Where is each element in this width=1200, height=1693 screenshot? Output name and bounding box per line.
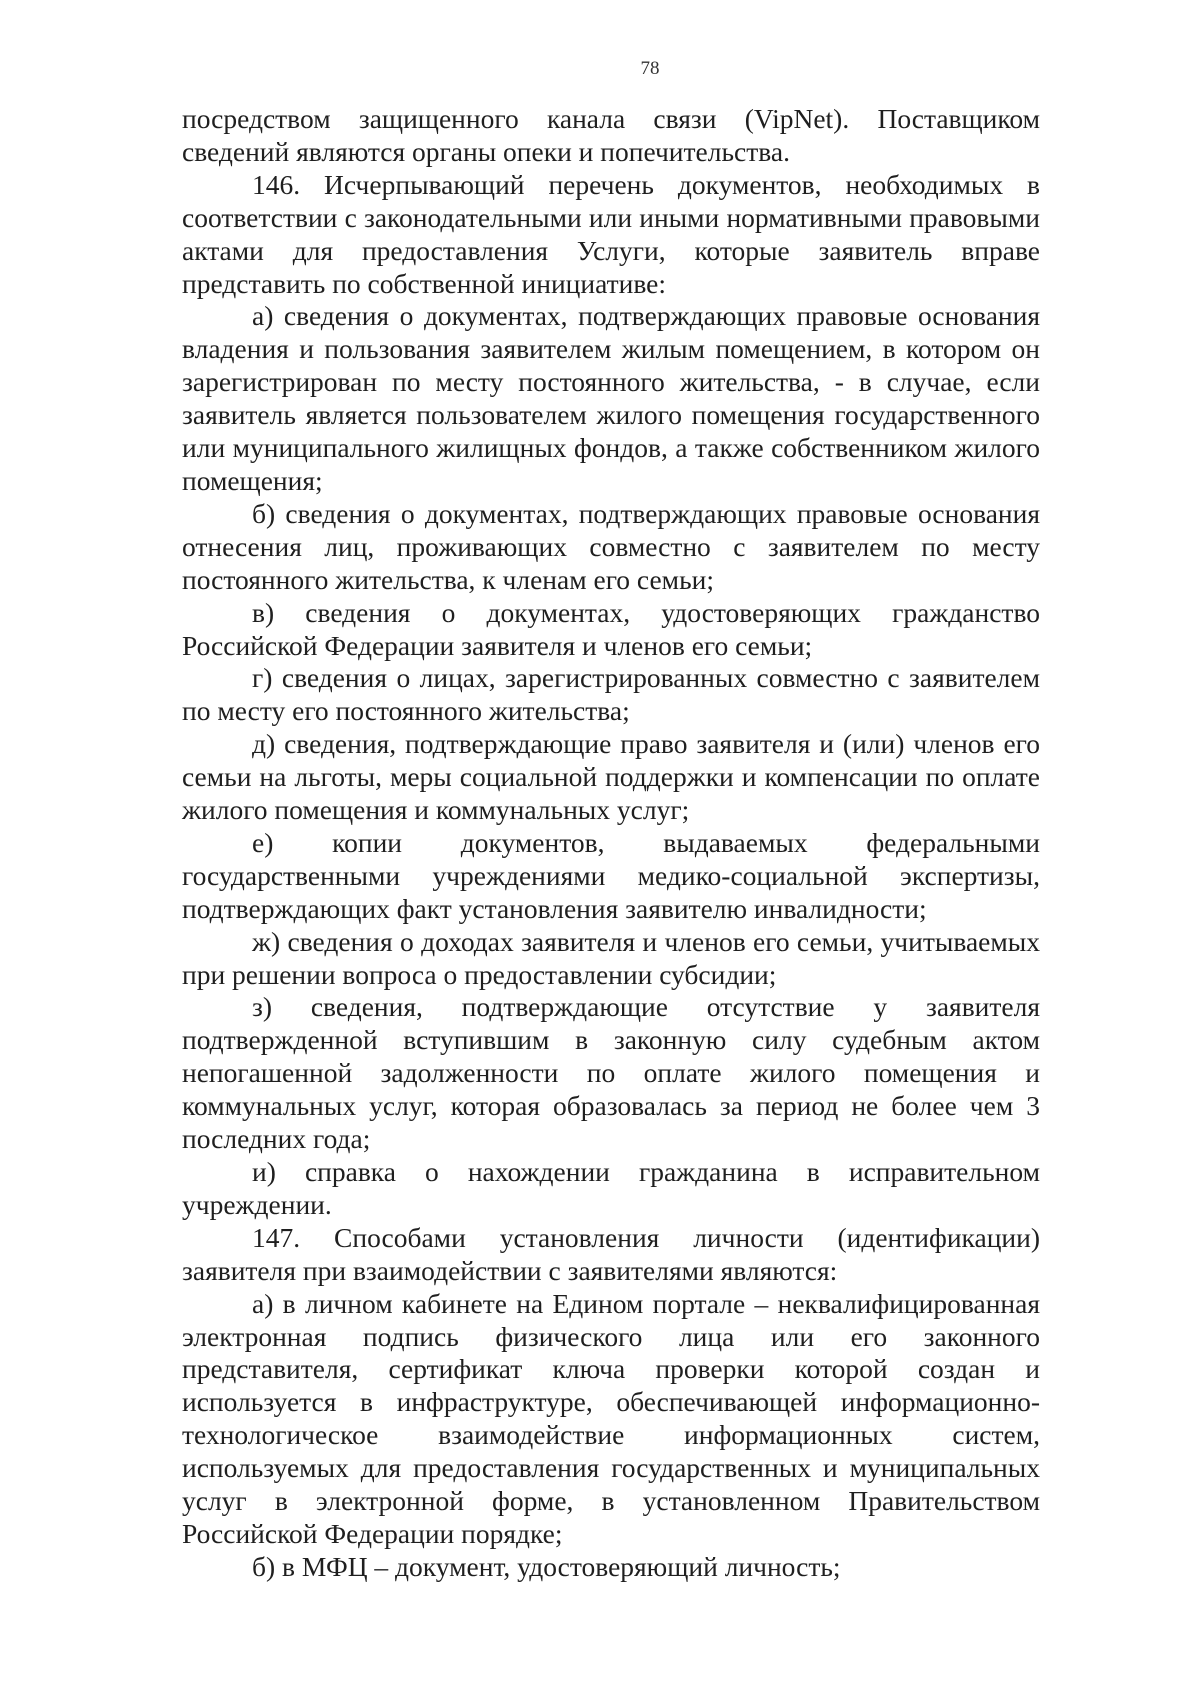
clause-146-item-i: и) справка о нахождении гражданина в исправительном учреждении. — [182, 1156, 1040, 1220]
clause-146: 146. Исчерпывающий перечень документов, необходимых в соответствии с законодательными или иными нормативными правовыми актами для предоставления Услуги, которые заявитель вправе представить по собственной инициативе: — [182, 168, 1040, 299]
clause-146-item-d: д) сведения, подтверждающие право заявителя и (или) членов его семьи на льготы, меры социальной поддержки и компенсации по оплате жилого помещения и коммунальных услуг; — [182, 728, 1040, 826]
paragraph-continuation: посредством защищенного канала связи (VipNet). Поставщиком сведений являются органы опеки и попечительства. — [182, 103, 1040, 167]
clause-146-item-g: г) сведения о лицах, зарегистрированных совместно с заявителем по месту его постоянного жительства; — [182, 662, 1040, 727]
clause-147-item-a: а) в личном кабинете на Едином портале – неквалифицированная электронная подпись физического лица или его законного представителя, сертификат ключа проверки которой создан и используется в инфраструктуре, обеспечивающей информационно-технологическое взаимодействие информационных систем, используемых для предоставления государственных и муниципальных услуг в электронной форме, в установленном Правительством Российской Федерации порядке; — [182, 1287, 1040, 1549]
clause-147-item-b: б) в МФЦ – документ, удостоверяющий личность; — [252, 1550, 841, 1582]
clause-146-item-a: а) сведения о документах, подтверждающих правовые основания владения и пользования заявителем жилым помещением, в котором он зарегистрирован по месту постоянного жительства, - в случае, если заявитель является пользователем жилого помещения государственного или муниципального жилищных фондов, а также собственником жилого помещения; — [182, 300, 1040, 496]
page-number: 78 — [640, 58, 660, 79]
clause-146-item-v: в) сведения о документах, удостоверяющих гражданство Российской Федерации заявителя и членов его семьи; — [182, 596, 1040, 661]
clause-146-item-e: е) копии документов, выдаваемых федеральными государственными учреждениями медико-социальной экспертизы, подтверждающих факт установления заявителю инвалидности; — [182, 826, 1040, 924]
clause-146-item-z: з) сведения, подтверждающие отсутствие у заявителя подтвержденной вступившим в законную силу судебным актом непогашенной задолженности по оплате жилого помещения и коммунальных услуг, которая образовалась за период не более чем 3 последних года; — [182, 991, 1040, 1155]
clause-146-item-zh: ж) сведения о доходах заявителя и членов его семьи, учитываемых при решении вопроса о предоставлении субсидии; — [182, 925, 1040, 990]
clause-147: 147. Способами установления личности (идентификации) заявителя при взаимодействии с заявителями являются: — [182, 1221, 1040, 1286]
document-body — [182, 103, 1040, 1584]
clause-146-item-b: б) сведения о документах, подтверждающих правовые основания отнесения лиц, проживающих совместно с заявителем по месту постоянного жительства, к членам его семьи; — [182, 497, 1040, 595]
